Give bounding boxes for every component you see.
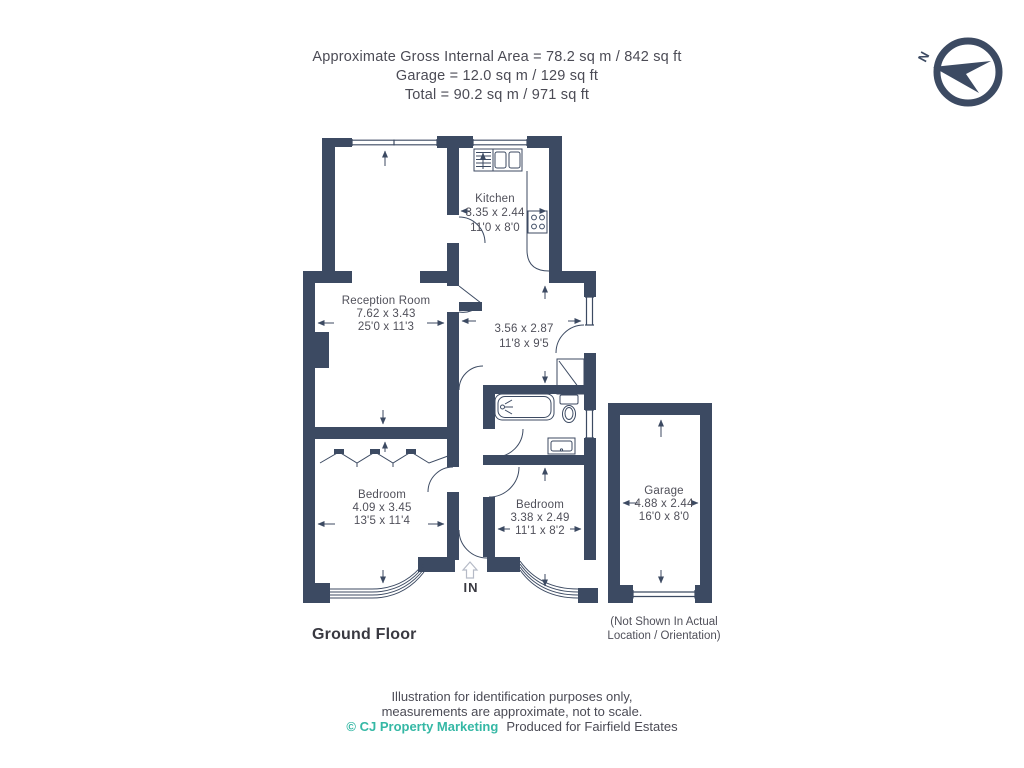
bay-window-bedroom-right: [520, 561, 578, 598]
toilet: [560, 395, 578, 423]
bedroom-right-door-arc: [489, 467, 519, 497]
hall-passage-door-arc: [459, 366, 483, 390]
header-line1: Approximate Gross Internal Area = 78.2 sq m / 842 sq ft: [312, 49, 682, 65]
basin: [548, 438, 575, 454]
window-front-room: [352, 139, 437, 146]
garage-door: [633, 590, 695, 599]
bedroom-left-door-arc: [428, 467, 453, 492]
bay-window-bedroom-left: [330, 563, 424, 598]
window-bathroom: [585, 410, 594, 438]
reception-imperial: 25'0 x 11'3: [357, 321, 415, 333]
hallway-metric: 3.56 x 2.87: [494, 323, 554, 335]
room-label-kitchen: Kitchen: [475, 193, 515, 205]
bedroom-left-metric: 4.09 x 3.45: [352, 502, 412, 514]
window-hallway: [585, 297, 594, 325]
room-label-reception: Reception Room: [341, 295, 431, 307]
header-line2: Garage = 12.0 sq m / 129 sq ft: [395, 68, 599, 84]
bathtub: [495, 394, 554, 420]
wardrobe-rail: [320, 449, 448, 467]
kitchen-imperial: 11'0 x 8'0: [470, 222, 520, 234]
front-door-arc: [459, 530, 487, 558]
kitchen-metric: 3.35 x 2.44: [465, 207, 525, 219]
room-label-bedroom-left: Bedroom: [357, 489, 407, 501]
kitchen-sink: [474, 149, 522, 171]
room-labels: [342, 193, 694, 537]
window-kitchen: [473, 139, 527, 146]
entrance-label: IN: [463, 580, 479, 595]
bathroom-door-arc: [495, 429, 523, 457]
footer: [346, 689, 678, 734]
compass: [915, 41, 999, 103]
floor-title: Ground Floor: [312, 626, 417, 643]
footer-line2: measurements are approximate, not to scale.: [381, 704, 643, 719]
footer-produced: Produced for Fairfield Estates: [506, 719, 678, 734]
kitchen-counter: [527, 171, 549, 271]
back-door-arc: [556, 325, 584, 353]
garage-imperial: 16'0 x 8'0: [638, 511, 690, 523]
entrance: [463, 562, 479, 595]
garage-note-line2: Location / Orientation): [607, 630, 721, 642]
header-line3: Total = 90.2 sq m / 971 sq ft: [404, 87, 590, 103]
bedroom-right-metric: 3.38 x 2.49: [510, 512, 570, 524]
footer-copyright: © CJ Property Marketing: [346, 719, 499, 734]
footer-line1: Illustration for identification purposes only,: [391, 689, 633, 704]
room-label-garage: Garage: [644, 485, 684, 497]
hallway-imperial: 11'8 x 9'5: [499, 338, 549, 350]
garage-note-line1: (Not Shown In Actual: [610, 616, 718, 628]
entrance-arrow-icon: [463, 562, 477, 578]
footer-line3: [346, 719, 678, 734]
garage-metric: 4.88 x 2.44: [634, 498, 694, 510]
bedroom-left-imperial: 13'5 x 11'4: [353, 515, 411, 527]
north-label: N: [914, 49, 933, 65]
header: [312, 49, 681, 103]
reception-metric: 7.62 x 3.43: [356, 308, 416, 320]
room-label-bedroom-right: Bedroom: [515, 499, 565, 511]
kitchen-hob: [528, 211, 547, 233]
bedroom-right-imperial: 11'1 x 8'2: [515, 525, 565, 537]
